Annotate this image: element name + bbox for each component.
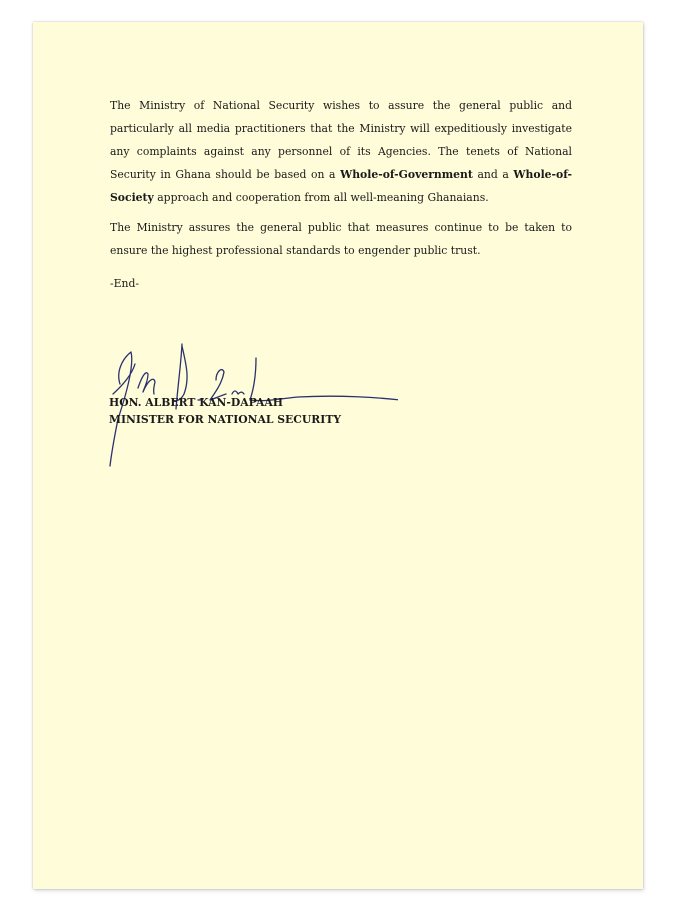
paragraph-2: The Ministry assures the general public that measures continue to be taken to ensure the highest professional standards to engender public trust. [110,221,572,257]
end-marker: -End- [110,277,140,290]
paragraph-1 [110,94,572,209]
signatory-name: HON. ALBERT KAN-DAPAAH [109,396,283,409]
signatory-block [109,394,341,428]
signatory-title: MINISTER FOR NATIONAL SECURITY [109,413,342,426]
paragraph-1-text-c: approach and cooperation from all well-meaning Ghanaians. [153,191,489,204]
paragraph-1-text-b: and a [472,168,514,181]
statement-body [110,94,572,295]
whole-of-government-term: Whole-of-Government [340,168,473,181]
paragraph-1-text-a: The Ministry of National Security wishes to assure the general public and particularly all media practitioners that the Ministry will expeditiously investigate any complaints against any personnel of its Agencies. The tenets of National Security in Ghana should be based on a [110,99,572,181]
document-page [33,22,643,889]
whole-of-society-term: Whole-of-Society [110,168,572,204]
